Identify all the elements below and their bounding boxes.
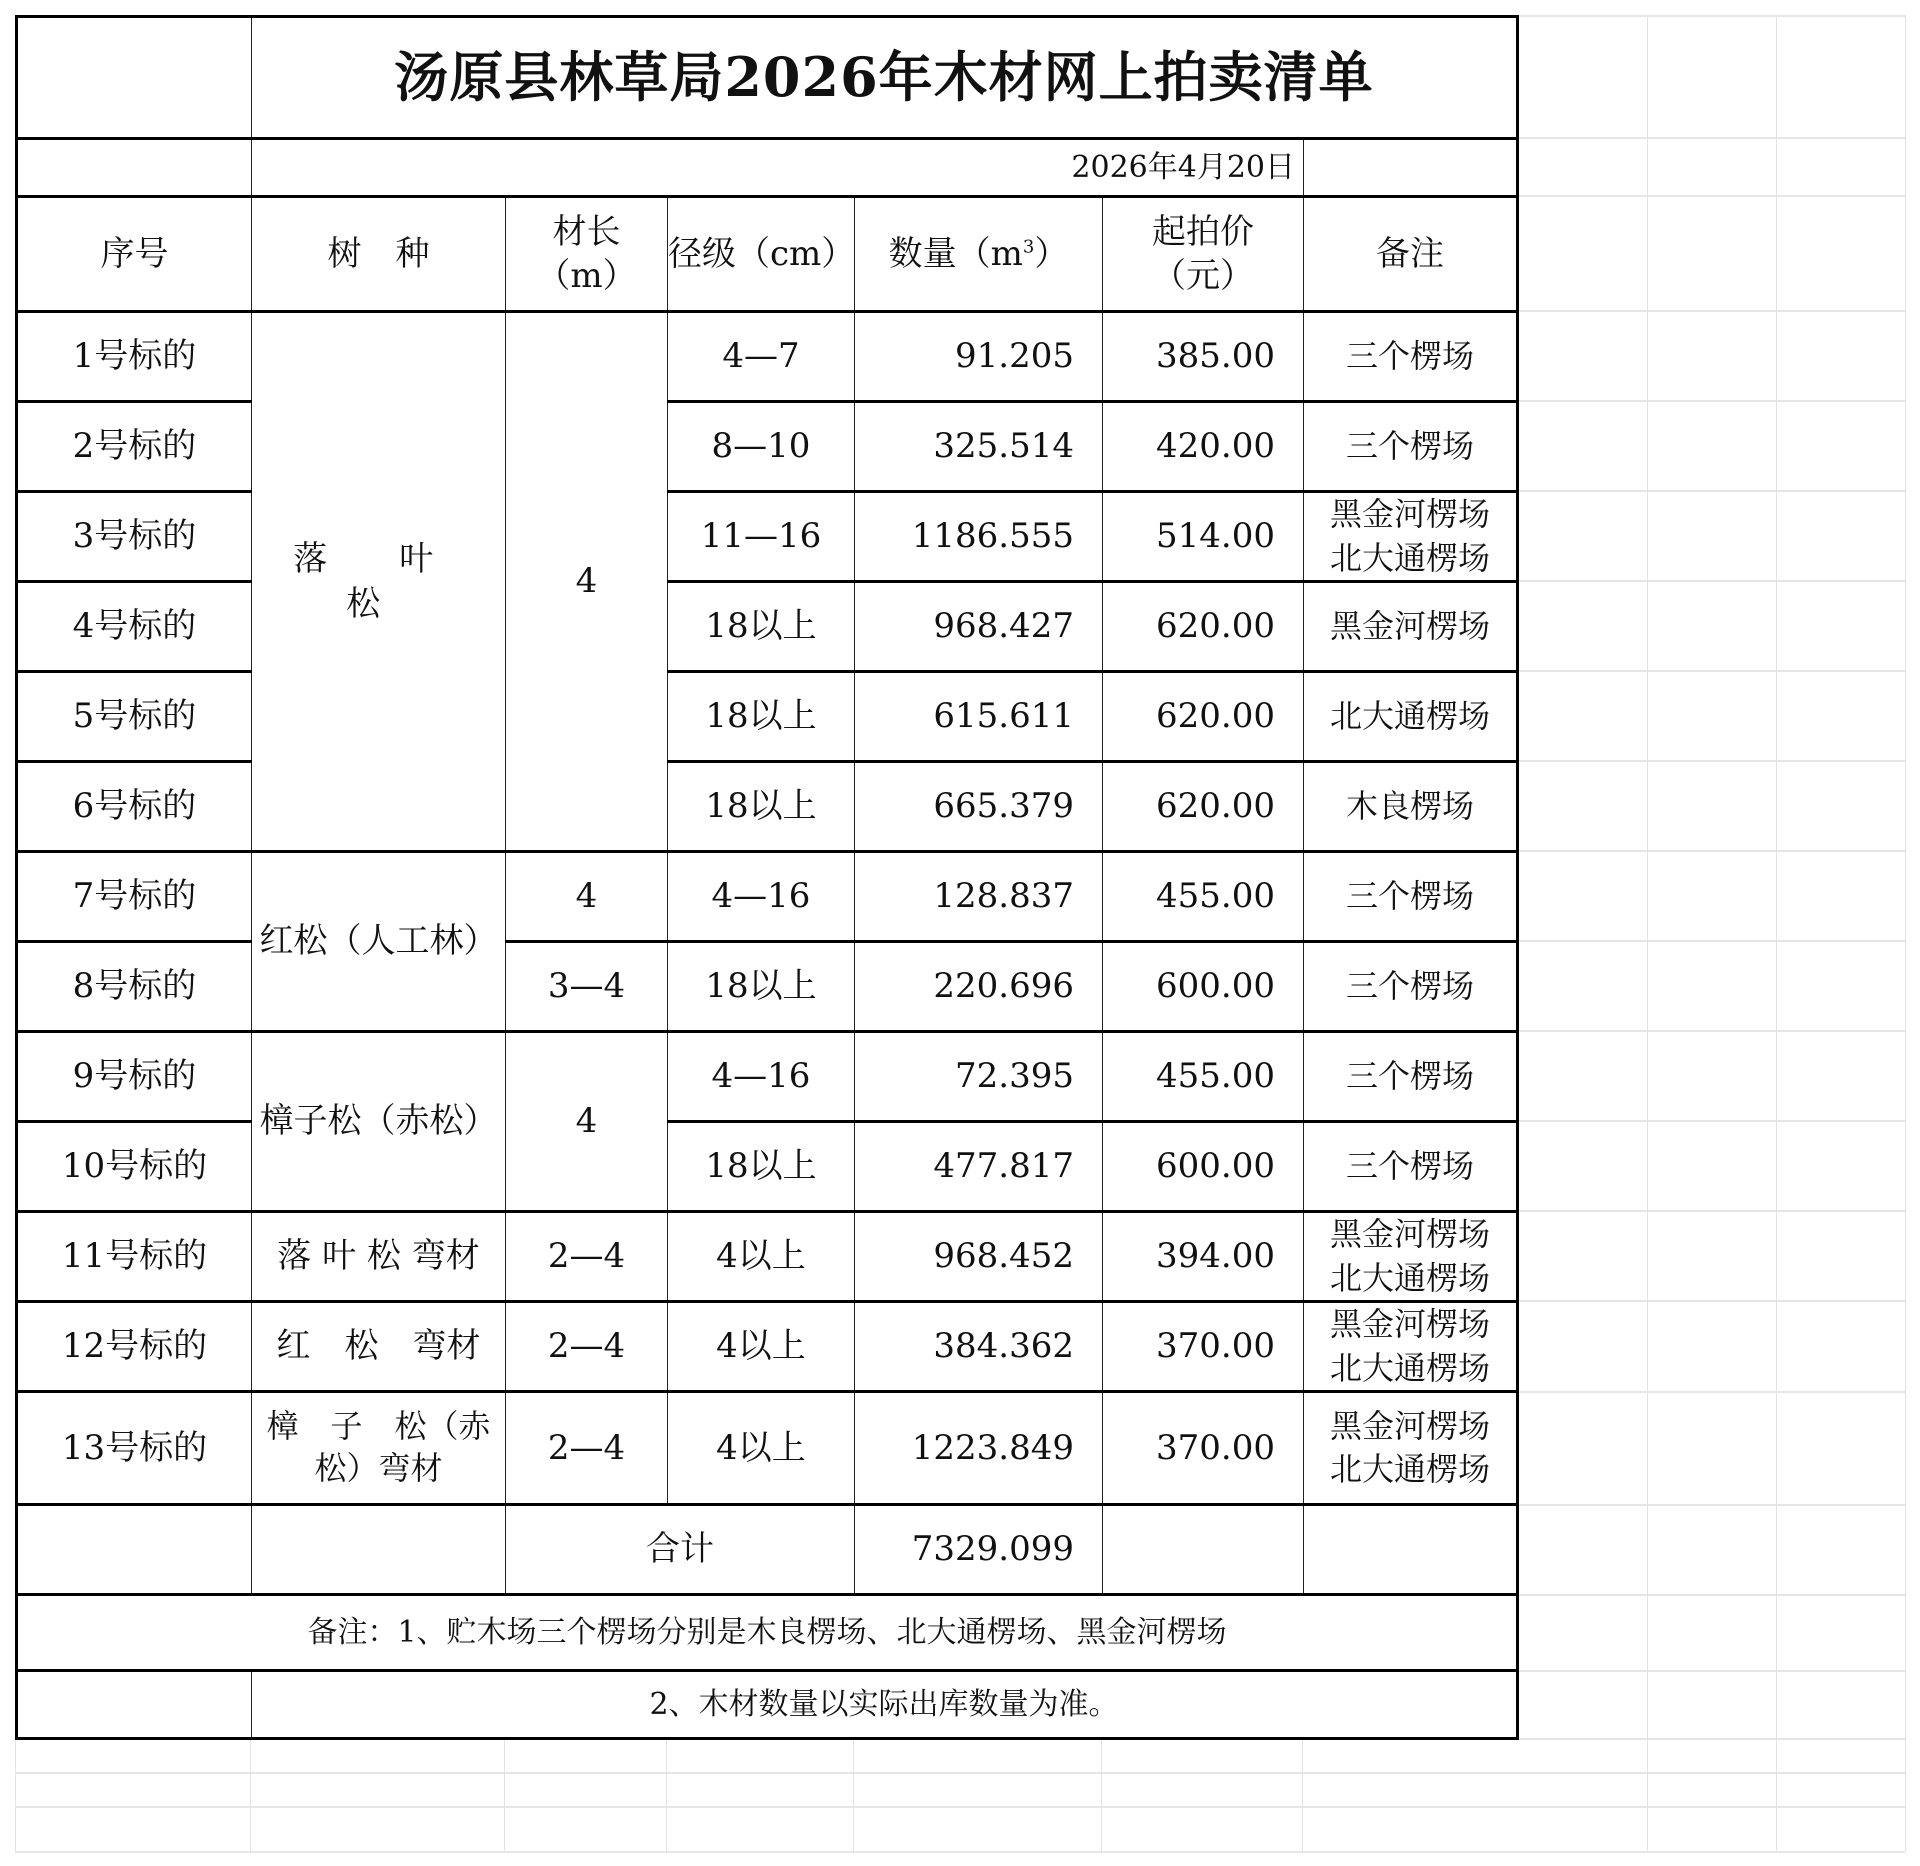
tree-species: 落 叶 松 弯材 xyxy=(252,1212,506,1302)
total-label: 合计 xyxy=(506,1505,855,1595)
header-quantity-text: 数量（m xyxy=(888,233,1023,274)
table-row xyxy=(17,312,1518,402)
remark-yard: 三个楞场 xyxy=(1345,966,1474,1005)
starting-price: 394.00 xyxy=(1103,1212,1304,1302)
remark-yard: 黑金河楞场 xyxy=(1329,1215,1490,1254)
total-quantity: 7329.099 xyxy=(855,1505,1103,1595)
quantity: 384.362 xyxy=(855,1302,1103,1392)
remark-cell xyxy=(1304,312,1518,402)
auction-table xyxy=(15,15,1519,1740)
diameter-class: 18以上 xyxy=(668,942,855,1032)
empty-cell xyxy=(1304,1505,1518,1595)
remark-cell xyxy=(1304,852,1518,942)
diameter-class: 11—16 xyxy=(668,492,855,582)
total-row xyxy=(17,1505,1518,1595)
remark-yard: 三个楞场 xyxy=(1345,1146,1474,1185)
starting-price: 600.00 xyxy=(1103,942,1304,1032)
header-price xyxy=(1103,197,1304,312)
header-length-line1: 材长 xyxy=(552,211,621,252)
remark-cell xyxy=(1304,582,1518,672)
lot-index: 12号标的 xyxy=(17,1302,252,1392)
header-index: 序号 xyxy=(17,197,252,312)
starting-price: 370.00 xyxy=(1103,1302,1304,1392)
diameter-class: 18以上 xyxy=(668,762,855,852)
remark-yard: 三个楞场 xyxy=(1345,336,1474,375)
tree-species: 樟子松（赤松） xyxy=(252,1032,506,1212)
lot-index: 8号标的 xyxy=(17,942,252,1032)
table-row xyxy=(17,1392,1518,1505)
page-title: 汤原县林草局2026年木材网上拍卖清单 xyxy=(252,17,1518,139)
empty-cell xyxy=(17,1505,252,1595)
date-row xyxy=(17,139,1518,197)
table-row xyxy=(17,1302,1518,1392)
lot-index: 11号标的 xyxy=(17,1212,252,1302)
remark-yard: 木良楞场 xyxy=(1345,786,1474,825)
quantity: 1186.555 xyxy=(855,492,1103,582)
tree-species: 红 松 弯材 xyxy=(252,1302,506,1392)
diameter-class: 18以上 xyxy=(668,582,855,672)
date-label: 2026年4月20日 xyxy=(252,139,1304,197)
remark-yard: 北大通楞场 xyxy=(1329,1450,1490,1488)
remark-yard: 黑金河楞场 xyxy=(1329,606,1490,645)
empty-cell xyxy=(252,1505,506,1595)
remark-yard: 黑金河楞场 xyxy=(1329,1305,1490,1344)
header-price-line1: 起拍价 xyxy=(1152,211,1254,252)
header-length-line2: （m） xyxy=(536,256,637,296)
remark-yard: 北大通楞场 xyxy=(1329,1258,1490,1297)
timber-length: 4 xyxy=(506,1032,668,1212)
remark-cell xyxy=(1304,492,1518,582)
tree-species: 樟 子 松（赤松）弯材 xyxy=(252,1392,506,1505)
quantity: 477.817 xyxy=(855,1122,1103,1212)
header-row xyxy=(17,197,1518,312)
table-row xyxy=(17,762,1518,852)
empty-cell[interactable] xyxy=(1304,139,1518,197)
lot-index: 5号标的 xyxy=(17,672,252,762)
header-price-line2: （元） xyxy=(1152,256,1254,296)
lot-index: 7号标的 xyxy=(17,852,252,942)
header-quantity-close: ） xyxy=(1034,233,1069,274)
header-remark: 备注 xyxy=(1304,197,1518,312)
quantity: 128.837 xyxy=(855,852,1103,942)
lot-index: 10号标的 xyxy=(17,1122,252,1212)
timber-length: 4 xyxy=(506,852,668,942)
diameter-class: 4—16 xyxy=(668,1032,855,1122)
timber-length: 2—4 xyxy=(506,1302,668,1392)
quantity: 665.379 xyxy=(855,762,1103,852)
quantity: 615.611 xyxy=(855,672,1103,762)
remark-cell xyxy=(1304,762,1518,852)
remark-cell xyxy=(1304,1122,1518,1212)
quantity: 968.452 xyxy=(855,1212,1103,1302)
header-diameter: 径级（cm） xyxy=(668,197,855,312)
diameter-class: 4以上 xyxy=(668,1212,855,1302)
diameter-class: 4以上 xyxy=(668,1302,855,1392)
header-quantity xyxy=(855,197,1103,312)
table-row xyxy=(17,492,1518,582)
starting-price: 455.00 xyxy=(1103,1032,1304,1122)
starting-price: 620.00 xyxy=(1103,762,1304,852)
table-row xyxy=(17,1122,1518,1212)
remark-yard: 三个楞场 xyxy=(1345,1056,1474,1095)
table-row xyxy=(17,852,1518,942)
remark-yard: 北大通楞场 xyxy=(1329,538,1490,577)
note-row xyxy=(17,1671,1518,1739)
timber-length: 2—4 xyxy=(506,1392,668,1505)
starting-price: 385.00 xyxy=(1103,312,1304,402)
lot-index: 2号标的 xyxy=(17,402,252,492)
remark-yard: 三个楞场 xyxy=(1345,876,1474,915)
diameter-class: 4—7 xyxy=(668,312,855,402)
starting-price: 620.00 xyxy=(1103,582,1304,672)
note-1: 备注：1、贮木场三个楞场分别是木良楞场、北大通楞场、黑金河楞场 xyxy=(17,1595,1518,1671)
quantity: 72.395 xyxy=(855,1032,1103,1122)
empty-cell[interactable] xyxy=(17,139,252,197)
table-row xyxy=(17,942,1518,1032)
remark-yard: 黑金河楞场 xyxy=(1329,495,1490,534)
diameter-class: 18以上 xyxy=(668,672,855,762)
lot-index: 6号标的 xyxy=(17,762,252,852)
lot-index: 4号标的 xyxy=(17,582,252,672)
quantity: 325.514 xyxy=(855,402,1103,492)
tree-species: 红松（人工林） xyxy=(252,852,506,1032)
lot-index: 13号标的 xyxy=(17,1392,252,1505)
starting-price: 514.00 xyxy=(1103,492,1304,582)
tree-species: 落 叶 松 xyxy=(252,312,506,852)
table-row xyxy=(17,672,1518,762)
diameter-class: 4—16 xyxy=(668,852,855,942)
starting-price: 600.00 xyxy=(1103,1122,1304,1212)
timber-length: 4 xyxy=(506,312,668,852)
diameter-class: 8—10 xyxy=(668,402,855,492)
starting-price: 420.00 xyxy=(1103,402,1304,492)
empty-cell[interactable] xyxy=(17,17,252,139)
starting-price: 620.00 xyxy=(1103,672,1304,762)
remark-cell xyxy=(1304,1392,1518,1505)
empty-cell xyxy=(1103,1505,1304,1595)
header-length xyxy=(506,197,668,312)
diameter-class: 18以上 xyxy=(668,1122,855,1212)
header-species: 树 种 xyxy=(252,197,506,312)
quantity: 968.427 xyxy=(855,582,1103,672)
lot-index: 3号标的 xyxy=(17,492,252,582)
remark-cell xyxy=(1304,942,1518,1032)
remark-cell xyxy=(1304,1212,1518,1302)
lot-index: 1号标的 xyxy=(17,312,252,402)
table-row xyxy=(17,582,1518,672)
quantity: 220.696 xyxy=(855,942,1103,1032)
remark-cell xyxy=(1304,1032,1518,1122)
quantity: 1223.849 xyxy=(855,1392,1103,1505)
lot-index: 9号标的 xyxy=(17,1032,252,1122)
starting-price: 455.00 xyxy=(1103,852,1304,942)
timber-length: 3—4 xyxy=(506,942,668,1032)
remark-cell xyxy=(1304,402,1518,492)
title-row xyxy=(17,17,1518,139)
empty-cell xyxy=(17,1671,252,1739)
remark-yard: 黑金河楞场 xyxy=(1329,1406,1490,1445)
note-row xyxy=(17,1595,1518,1671)
header-quantity-sup: 3 xyxy=(1022,236,1035,258)
remark-yard: 北大通楞场 xyxy=(1329,1348,1490,1387)
table-row xyxy=(17,1212,1518,1302)
remark-yard: 北大通楞场 xyxy=(1329,696,1490,735)
note-2: 2、木材数量以实际出库数量为准。 xyxy=(252,1671,1518,1739)
table-row xyxy=(17,402,1518,492)
starting-price: 370.00 xyxy=(1103,1392,1304,1505)
quantity: 91.205 xyxy=(855,312,1103,402)
diameter-class: 4以上 xyxy=(668,1392,855,1505)
remark-cell xyxy=(1304,672,1518,762)
table-row xyxy=(17,1032,1518,1122)
remark-cell xyxy=(1304,1302,1518,1392)
timber-length: 2—4 xyxy=(506,1212,668,1302)
remark-yard: 三个楞场 xyxy=(1345,426,1474,465)
